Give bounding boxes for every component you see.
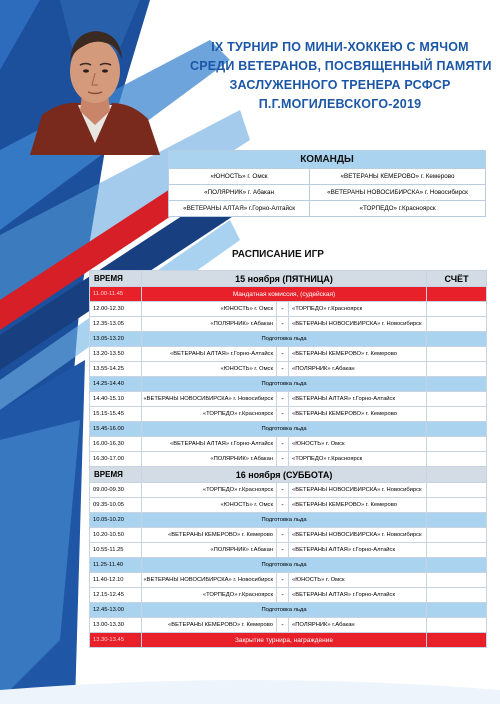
- home-team-cell: «ПОЛЯРНИК» г.Абакан: [142, 452, 277, 467]
- time-cell: 12.35-13.05: [90, 317, 142, 332]
- away-team-cell: «ВЕТЕРАНЫ АЛТАЯ» г.Горно-Алтайск: [289, 392, 427, 407]
- team-cell: «ВЕТЕРАНЫ АЛТАЯ» г.Горно-Алтайск: [169, 201, 310, 217]
- score-cell: [427, 452, 487, 467]
- time-cell: 15.15-15.45: [90, 407, 142, 422]
- away-team-cell: «ВЕТЕРАНЫ НОВОСИБИРСКА» г. Новосибирск: [289, 317, 427, 332]
- home-team-cell: «ТОРПЕДО» г.Красноярск: [142, 483, 277, 498]
- versus-dash: -: [277, 543, 289, 558]
- match-row: [90, 317, 487, 332]
- score-cell: [427, 317, 487, 332]
- away-team-cell: «ПОЛЯРНИК» г.Абакан: [289, 618, 427, 633]
- day-header-row: [90, 271, 487, 287]
- tournament-title: [190, 38, 490, 114]
- team-cell: «ТОРПЕДО» г.Красноярск: [310, 201, 486, 217]
- versus-dash: -: [277, 498, 289, 513]
- home-team-cell: «ТОРПЕДО» г.Красноярск: [142, 407, 277, 422]
- match-row: [90, 302, 487, 317]
- score-column-header: СЧЁТ: [427, 271, 487, 287]
- match-row: [90, 543, 487, 558]
- teams-row: [169, 169, 486, 185]
- match-row: [90, 347, 487, 362]
- time-cell: 12.00-12.30: [90, 302, 142, 317]
- time-cell: 13.55-14.25: [90, 362, 142, 377]
- ice-prep-row: [90, 513, 487, 528]
- match-row: [90, 483, 487, 498]
- home-team-cell: «ВЕТЕРАНЫ НОВОСИБИРСКА» г. Новосибирск: [142, 573, 277, 588]
- home-team-cell: «ВЕТЕРАНЫ КЕМЕРОВО» г. Кемерово: [142, 618, 277, 633]
- ice-prep-row: [90, 332, 487, 347]
- score-cell: [427, 633, 487, 648]
- time-cell: 13.05-13.20: [90, 332, 142, 347]
- event-label: Мандатная комиссия, (судейская): [142, 287, 427, 302]
- versus-dash: -: [277, 407, 289, 422]
- home-team-cell: «ЮНОСТЬ» г. Омск: [142, 302, 277, 317]
- teams-table: [168, 150, 486, 217]
- time-cell: 11.40-12.10: [90, 573, 142, 588]
- time-cell: 12.45-13.00: [90, 603, 142, 618]
- ice-prep-row: [90, 377, 487, 392]
- away-team-cell: «ВЕТЕРАНЫ КЕМЕРОВО» г. Кемерово: [289, 498, 427, 513]
- away-team-cell: «ВЕТЕРАНЫ КЕМЕРОВО» г. Кемерово: [289, 347, 427, 362]
- score-cell: [427, 498, 487, 513]
- score-cell: [427, 618, 487, 633]
- time-cell: 10.55-11.25: [90, 543, 142, 558]
- time-column-header: ВРЕМЯ: [90, 467, 142, 483]
- time-cell: 13.00-13.30: [90, 618, 142, 633]
- match-row: [90, 392, 487, 407]
- away-team-cell: «ЮНОСТЬ» г. Омск: [289, 437, 427, 452]
- match-row: [90, 362, 487, 377]
- title-line-1: IX ТУРНИР ПО МИНИ-ХОККЕЮ С МЯЧОМ: [211, 40, 469, 54]
- versus-dash: -: [277, 528, 289, 543]
- home-team-cell: «ПОЛЯРНИК» г.Абакан: [142, 317, 277, 332]
- score-cell: [427, 422, 487, 437]
- home-team-cell: «ЮНОСТЬ» г. Омск: [142, 362, 277, 377]
- away-team-cell: «ПОЛЯРНИК» г.Абакан: [289, 362, 427, 377]
- team-cell: «ВЕТЕРАНЫ НОВОСИБИРСКА» г. Новосибирск: [310, 185, 486, 201]
- home-team-cell: «ПОЛЯРНИК» г.Абакан: [142, 543, 277, 558]
- versus-dash: -: [277, 452, 289, 467]
- match-row: [90, 407, 487, 422]
- match-row: [90, 588, 487, 603]
- event-row: [90, 633, 487, 648]
- team-cell: «ПОЛЯРНИК» г. Абакан: [169, 185, 310, 201]
- time-column-header: ВРЕМЯ: [90, 271, 142, 287]
- score-cell: [427, 603, 487, 618]
- home-team-cell: «ВЕТЕРАНЫ НОВОСИБИРСКА» г. Новосибирск: [142, 392, 277, 407]
- score-header-blank: [427, 467, 487, 483]
- score-cell: [427, 573, 487, 588]
- score-cell: [427, 302, 487, 317]
- away-team-cell: «ВЕТЕРАНЫ КЕМЕРОВО» г. Кемерово: [289, 407, 427, 422]
- score-cell: [427, 332, 487, 347]
- time-cell: 16.00-16.30: [90, 437, 142, 452]
- score-cell: [427, 392, 487, 407]
- away-team-cell: «ЮНОСТЬ» г. Омск: [289, 573, 427, 588]
- teams-row: [169, 185, 486, 201]
- title-line-3: ЗАСЛУЖЕННОГО ТРЕНЕРА РСФСР: [229, 78, 451, 92]
- score-cell: [427, 437, 487, 452]
- day-header-row: [90, 467, 487, 483]
- versus-dash: -: [277, 483, 289, 498]
- time-cell: 13.30-13.45: [90, 633, 142, 648]
- score-cell: [427, 377, 487, 392]
- schedule-table: [89, 270, 487, 648]
- score-cell: [427, 407, 487, 422]
- time-cell: 14.25-14.40: [90, 377, 142, 392]
- team-cell: «ВЕТЕРАНЫ КЕМЕРОВО» г. Кемерово: [310, 169, 486, 185]
- time-cell: 14.40-15.10: [90, 392, 142, 407]
- day-label: 15 ноября (ПЯТНИЦА): [142, 271, 427, 287]
- away-team-cell: «ВЕТЕРАНЫ АЛТАЯ» г.Горно-Алтайск: [289, 543, 427, 558]
- match-row: [90, 618, 487, 633]
- score-cell: [427, 287, 487, 302]
- score-cell: [427, 558, 487, 573]
- ice-prep-label: Подготовка льда: [142, 603, 427, 618]
- match-row: [90, 528, 487, 543]
- home-team-cell: «ТОРПЕДО» г.Красноярск: [142, 588, 277, 603]
- away-team-cell: «ТОРПЕДО» г.Красноярск: [289, 302, 427, 317]
- score-cell: [427, 513, 487, 528]
- versus-dash: -: [277, 573, 289, 588]
- match-row: [90, 452, 487, 467]
- time-cell: 10.05-10.20: [90, 513, 142, 528]
- time-cell: 16.30-17.00: [90, 452, 142, 467]
- match-row: [90, 573, 487, 588]
- score-cell: [427, 483, 487, 498]
- ice-prep-label: Подготовка льда: [142, 422, 427, 437]
- score-cell: [427, 588, 487, 603]
- ice-prep-label: Подготовка льда: [142, 377, 427, 392]
- time-cell: 09.35-10.05: [90, 498, 142, 513]
- versus-dash: -: [277, 618, 289, 633]
- ice-prep-row: [90, 558, 487, 573]
- versus-dash: -: [277, 347, 289, 362]
- score-cell: [427, 543, 487, 558]
- ice-prep-label: Подготовка льда: [142, 558, 427, 573]
- schedule-title: РАСПИСАНИЕ ИГР: [232, 249, 324, 260]
- teams-row: [169, 201, 486, 217]
- away-team-cell: «ВЕТЕРАНЫ НОВОСИБИРСКА» г. Новосибирск: [289, 483, 427, 498]
- away-team-cell: «ТОРПЕДО» г.Красноярск: [289, 452, 427, 467]
- event-label: Закрытие турнира, награждение: [142, 633, 427, 648]
- title-line-4: П.Г.МОГИЛЕВСКОГО-2019: [258, 97, 422, 111]
- versus-dash: -: [277, 392, 289, 407]
- versus-dash: -: [277, 437, 289, 452]
- away-team-cell: «ВЕТЕРАНЫ НОВОСИБИРСКА» г. Новосибирск: [289, 528, 427, 543]
- event-row: [90, 287, 487, 302]
- time-cell: 12.15-12.45: [90, 588, 142, 603]
- versus-dash: -: [277, 317, 289, 332]
- time-cell: 11.25-11.40: [90, 558, 142, 573]
- versus-dash: -: [277, 362, 289, 377]
- home-team-cell: «ВЕТЕРАНЫ АЛТАЯ» г.Горно-Алтайск: [142, 437, 277, 452]
- match-row: [90, 498, 487, 513]
- time-cell: 10.20-10.50: [90, 528, 142, 543]
- time-cell: 15.45-16.00: [90, 422, 142, 437]
- time-cell: 11.00-11.45: [90, 287, 142, 302]
- ice-prep-label: Подготовка льда: [142, 513, 427, 528]
- title-line-2: СРЕДИ ВЕТЕРАНОВ, ПОСВЯЩЕННЫЙ ПАМЯТИ: [190, 59, 492, 73]
- team-cell: «ЮНОСТЬ» г. Омск: [169, 169, 310, 185]
- day-label: 16 ноября (СУББОТА): [142, 467, 427, 483]
- score-cell: [427, 528, 487, 543]
- ice-prep-row: [90, 603, 487, 618]
- score-cell: [427, 362, 487, 377]
- home-team-cell: «ЮНОСТЬ» г. Омск: [142, 498, 277, 513]
- time-cell: 13.20-13.50: [90, 347, 142, 362]
- ice-prep-row: [90, 422, 487, 437]
- versus-dash: -: [277, 302, 289, 317]
- teams-header: КОМАНДЫ: [169, 151, 486, 169]
- home-team-cell: «ВЕТЕРАНЫ КЕМЕРОВО» г. Кемерово: [142, 528, 277, 543]
- ice-prep-label: Подготовка льда: [142, 332, 427, 347]
- portrait-photo: [20, 15, 170, 155]
- away-team-cell: «ВЕТЕРАНЫ АЛТАЯ» г.Горно-Алтайск: [289, 588, 427, 603]
- versus-dash: -: [277, 588, 289, 603]
- match-row: [90, 437, 487, 452]
- score-cell: [427, 347, 487, 362]
- time-cell: 09.00-09.30: [90, 483, 142, 498]
- home-team-cell: «ВЕТЕРАНЫ АЛТАЯ» г.Горно-Алтайск: [142, 347, 277, 362]
